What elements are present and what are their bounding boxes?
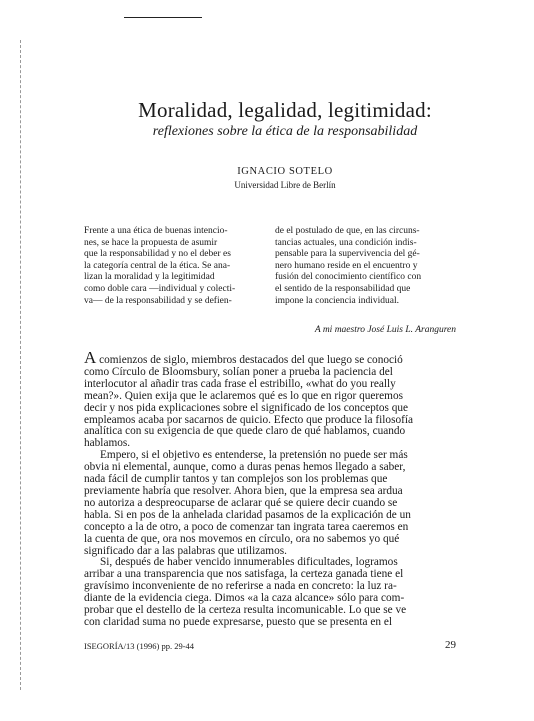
body-line-text: comienzos de siglo, miembros destacados del que luego se conoció xyxy=(96,354,403,366)
body-line: con claridad suma no puede expresarse, puesto que se presenta en el xyxy=(84,615,393,628)
journal-citation: ISEGORÍA/13 (1996) pp. 29-44 xyxy=(84,641,195,651)
page-number: 29 xyxy=(445,639,456,651)
body-line: concepto a la de otro, a poco de comenzar tan ingrata tarea caeremos en xyxy=(84,520,409,533)
body-line: nada fácil de cumplir tantos y tan complejos son los problemas que xyxy=(84,473,388,486)
abstract-line: nero humano reside en el encuentro y xyxy=(275,260,418,271)
body-line: no autoriza a despreocuparse de aclarar qué se quiere decir cuando se xyxy=(84,496,398,509)
abstract-line: como doble cara —individual y colecti- xyxy=(84,283,236,294)
abstract-line: que la responsabilidad y no el deber es xyxy=(84,249,231,260)
body-line: habla. Si en pos de la anhelada claridad pasamos de la explicación de un xyxy=(84,508,411,521)
body-line: Si, después de haber vencido innumerables dificultades, logramos xyxy=(100,556,398,569)
abstract-line: pensable para la supervivencia del gé- xyxy=(275,249,420,260)
body-line: probar que el destello de la certeza resulta incomunicable. Lo que se ve xyxy=(84,604,407,617)
abstract-right-column xyxy=(275,226,455,307)
body-line: previamente habría que resolver. Ahora bien, que la empresa sea ardua xyxy=(84,484,403,497)
abstract-line: impone la conciencia individual. xyxy=(275,295,399,306)
abstract-line: va— de la responsabilidad y se defien- xyxy=(84,295,232,306)
body-line: hablamos. xyxy=(84,437,131,450)
body-line: gravísimo inconveniente de no referirse a nada en concreto: la luz ra- xyxy=(84,580,397,593)
abstract-line: la categoría central de la ética. Se ana- xyxy=(84,260,231,271)
abstract-line: fusión del conocimiento científico con xyxy=(275,272,422,283)
abstract-left-column xyxy=(84,226,262,307)
abstract-line: lizan la moralidad y la legitimidad xyxy=(84,272,215,283)
body-line: mean?». Quien exija que le aclaremos qué es lo que en rigor queremos xyxy=(84,389,404,402)
body-line: como Círculo de Bloomsbury, solían poner a prueba la paciencia del xyxy=(84,365,393,378)
body-line: Empero, si el objetivo es entenderse, la pretensión no puede ser más xyxy=(100,449,408,462)
article-title: Moralidad, legalidad, legitimidad: xyxy=(138,98,432,122)
article-subtitle: reflexiones sobre la ética de la responsabilidad xyxy=(152,124,418,139)
article-body xyxy=(84,348,456,629)
body-line: empleamos acaba por sacarnos de quicio. Efecto que produce la filosofía xyxy=(84,413,414,426)
author-name: IGNACIO SOTELO xyxy=(237,166,333,177)
body-line: significado dar a las palabras que utilizamos. xyxy=(84,544,287,557)
body-line: decir y nos pida explicaciones sobre el significado de los conceptos que xyxy=(84,401,409,414)
body-line: la cuenta de que, ora nos movemos en círculo, ora no sabemos yo qué xyxy=(84,532,400,545)
scan-edge-line xyxy=(20,40,21,690)
dedication: A mi maestro José Luis L. Aranguren xyxy=(314,325,456,335)
abstract-line: tancias actuales, una condición indis- xyxy=(275,237,417,248)
abstract-line: el sentido de la responsabilidad que xyxy=(275,283,411,294)
abstract-line: de el postulado de que, en las circuns- xyxy=(275,226,420,236)
body-line: interlocutor al añadir tras cada frase el estribillo, «what do you really xyxy=(84,377,396,390)
header-rule xyxy=(124,17,202,18)
drop-cap: A xyxy=(84,348,97,367)
body-line: diante de la evidencia ciega. Dimos «a la caza alcance» sólo para com- xyxy=(84,592,405,605)
abstract-line: Frente a una ética de buenas intencio- xyxy=(84,226,228,236)
author-affiliation: Universidad Libre de Berlín xyxy=(234,180,336,190)
body-line xyxy=(84,348,456,367)
body-line: analítica con su exigencia de que quede claro de qué hablamos, cuando xyxy=(84,425,406,438)
abstract-line: nes, se hace la propuesta de asumir xyxy=(84,237,218,248)
body-line: obvia ni elemental, aunque, como a duras penas hemos llegado a saber, xyxy=(84,461,406,474)
body-line: arribar a una transparencia que nos satisfaga, la certeza ganada tiene el xyxy=(84,568,404,581)
